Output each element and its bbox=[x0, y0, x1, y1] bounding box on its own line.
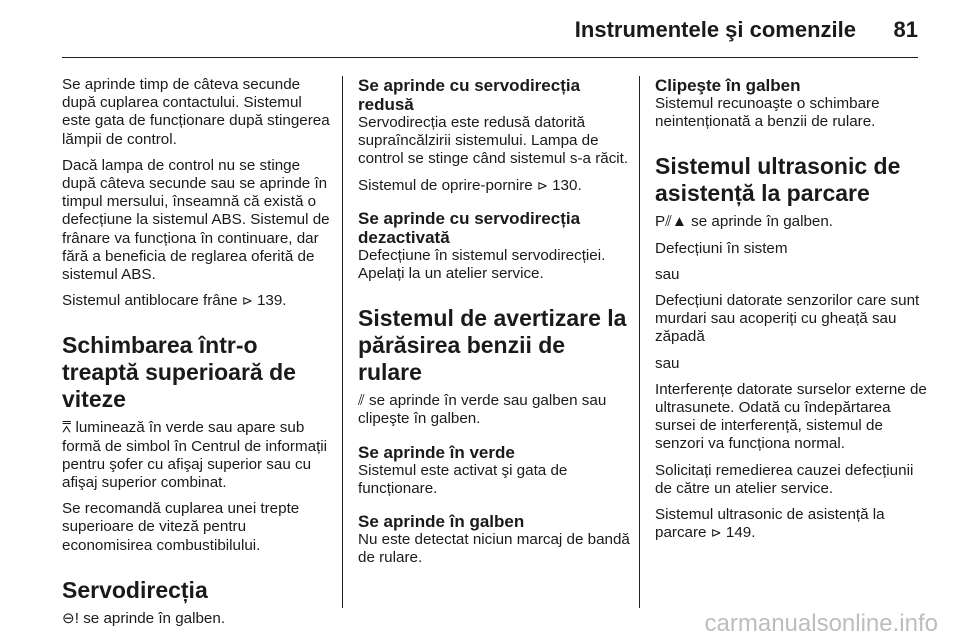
paragraph: Defecțiuni datorate senzorilor care sunt murdari sau acoperiți cu gheață sau zăpadă bbox=[655, 292, 920, 346]
paragraph: Se recomandă cuplarea unei trepte superioare de viteză pentru economisirea combustibilului. bbox=[62, 500, 300, 554]
page-reference[interactable]: 130. bbox=[552, 176, 582, 194]
subsection-heading: Se aprinde cu servodirecția redusă bbox=[358, 76, 581, 114]
page-number: 81 bbox=[893, 17, 918, 42]
paragraph: Defecțiuni în sistem bbox=[655, 239, 788, 257]
paragraph: Solicitați remedierea cauzei defecțiunii de către un atelier service. bbox=[655, 461, 914, 497]
paragraph: Sistemul recunoaşte o schimbare neintenționată a benzii de rulare. bbox=[655, 95, 880, 131]
section-heading: Sistemul ultrasonic de asistență la parcare bbox=[655, 153, 901, 207]
paragraph: sau bbox=[655, 354, 680, 372]
section-title: Instrumentele şi comenzile bbox=[574, 17, 856, 42]
paragraph: Se aprinde timp de câteva secunde după cuplarea contactului. Sistemul este gata de funcționare după stingerea lămpii de control. bbox=[62, 76, 330, 148]
section-heading: Sistemul de avertizare la părăsirea benzii de rulare bbox=[358, 305, 627, 386]
paragraph bbox=[655, 506, 927, 542]
column-middle bbox=[358, 76, 630, 575]
paragraph: Defecțiune în sistemul servodirecției. Apelați la un atelier service. bbox=[358, 246, 606, 283]
watermark: carmanualsonline.info bbox=[704, 610, 938, 637]
page-reference[interactable]: 149. bbox=[725, 524, 756, 542]
upshift-arrow-icon: ⩞ bbox=[62, 419, 72, 437]
paragraph-text: luminează în verde sau apare sub formă de simbol în Centrul de informații pentru şofer cu afişaj superior sau cu afişaj superior combinat. bbox=[62, 419, 328, 492]
steering-warning-icon: ⊖! bbox=[62, 609, 79, 627]
paragraph: Dacă lampa de control nu se stinge după câteva secunde sau se aprinde în timpul mersului, înseamnă că există o defecțiune la sistemul ABS. Sistemul de frânare va funcționa în continuare, dar fără a beneficia de reglarea oferită de sistemul ABS. bbox=[62, 156, 330, 284]
paragraph: Servodirecția este redusă datorită supraîncălzirii sistemului. Lampa de control se stinge când sistemul s-a răcit. bbox=[358, 114, 629, 168]
page-reference[interactable]: 139. bbox=[256, 292, 287, 310]
header-divider bbox=[62, 57, 918, 58]
paragraph-text: se aprinde în galben. bbox=[83, 609, 226, 627]
column-divider bbox=[342, 76, 343, 608]
paragraph: sau bbox=[655, 265, 680, 283]
column-divider bbox=[639, 76, 640, 608]
paragraph-text: Sistemul de oprire-pornire bbox=[358, 176, 533, 194]
page-header bbox=[0, 0, 960, 58]
paragraph bbox=[655, 213, 927, 231]
section-heading: Servodirecția bbox=[62, 576, 208, 603]
paragraph: Interferențe datorate surselor externe de ultrasunete. Odată cu îndepărtarea sursei de interferență, sistemul de senzori va funcționa normal. bbox=[655, 380, 927, 453]
paragraph-text: Sistemul ultrasonic de asistență la parcare bbox=[655, 506, 885, 542]
page-reference-icon: ⊳ bbox=[241, 293, 253, 309]
paragraph bbox=[358, 177, 630, 195]
section-heading: Schimbarea într-o treaptă superioară de viteze bbox=[62, 332, 296, 413]
subsection-heading: Se aprinde în galben bbox=[358, 512, 525, 532]
page-reference-icon: ⊳ bbox=[710, 525, 722, 541]
subsection-heading: Se aprinde în verde bbox=[358, 442, 515, 462]
paragraph: Sistemul este activat şi gata de funcționare. bbox=[358, 461, 568, 497]
subsection-heading: Se aprinde cu servodirecția dezactivată bbox=[358, 208, 581, 247]
paragraph-text: se aprinde în galben. bbox=[691, 213, 834, 231]
column-right bbox=[655, 76, 927, 550]
paragraph-text: se aprinde în verde sau galben sau clipeşte în galben. bbox=[358, 392, 607, 428]
column-left bbox=[62, 76, 334, 636]
page-reference-icon: ⊳ bbox=[536, 177, 548, 193]
lane-departure-icon: ⫽ bbox=[358, 392, 365, 410]
parking-assist-icon: P⫽▲ bbox=[655, 213, 687, 231]
subsection-heading: Clipeşte în galben bbox=[655, 76, 801, 95]
paragraph bbox=[62, 292, 334, 310]
paragraph: Nu este detectat niciun marcaj de bandă de rulare. bbox=[358, 531, 630, 567]
paragraph bbox=[62, 419, 334, 492]
paragraph bbox=[358, 392, 630, 428]
paragraph bbox=[62, 610, 334, 628]
paragraph-text: Sistemul antiblocare frâne bbox=[62, 292, 238, 310]
